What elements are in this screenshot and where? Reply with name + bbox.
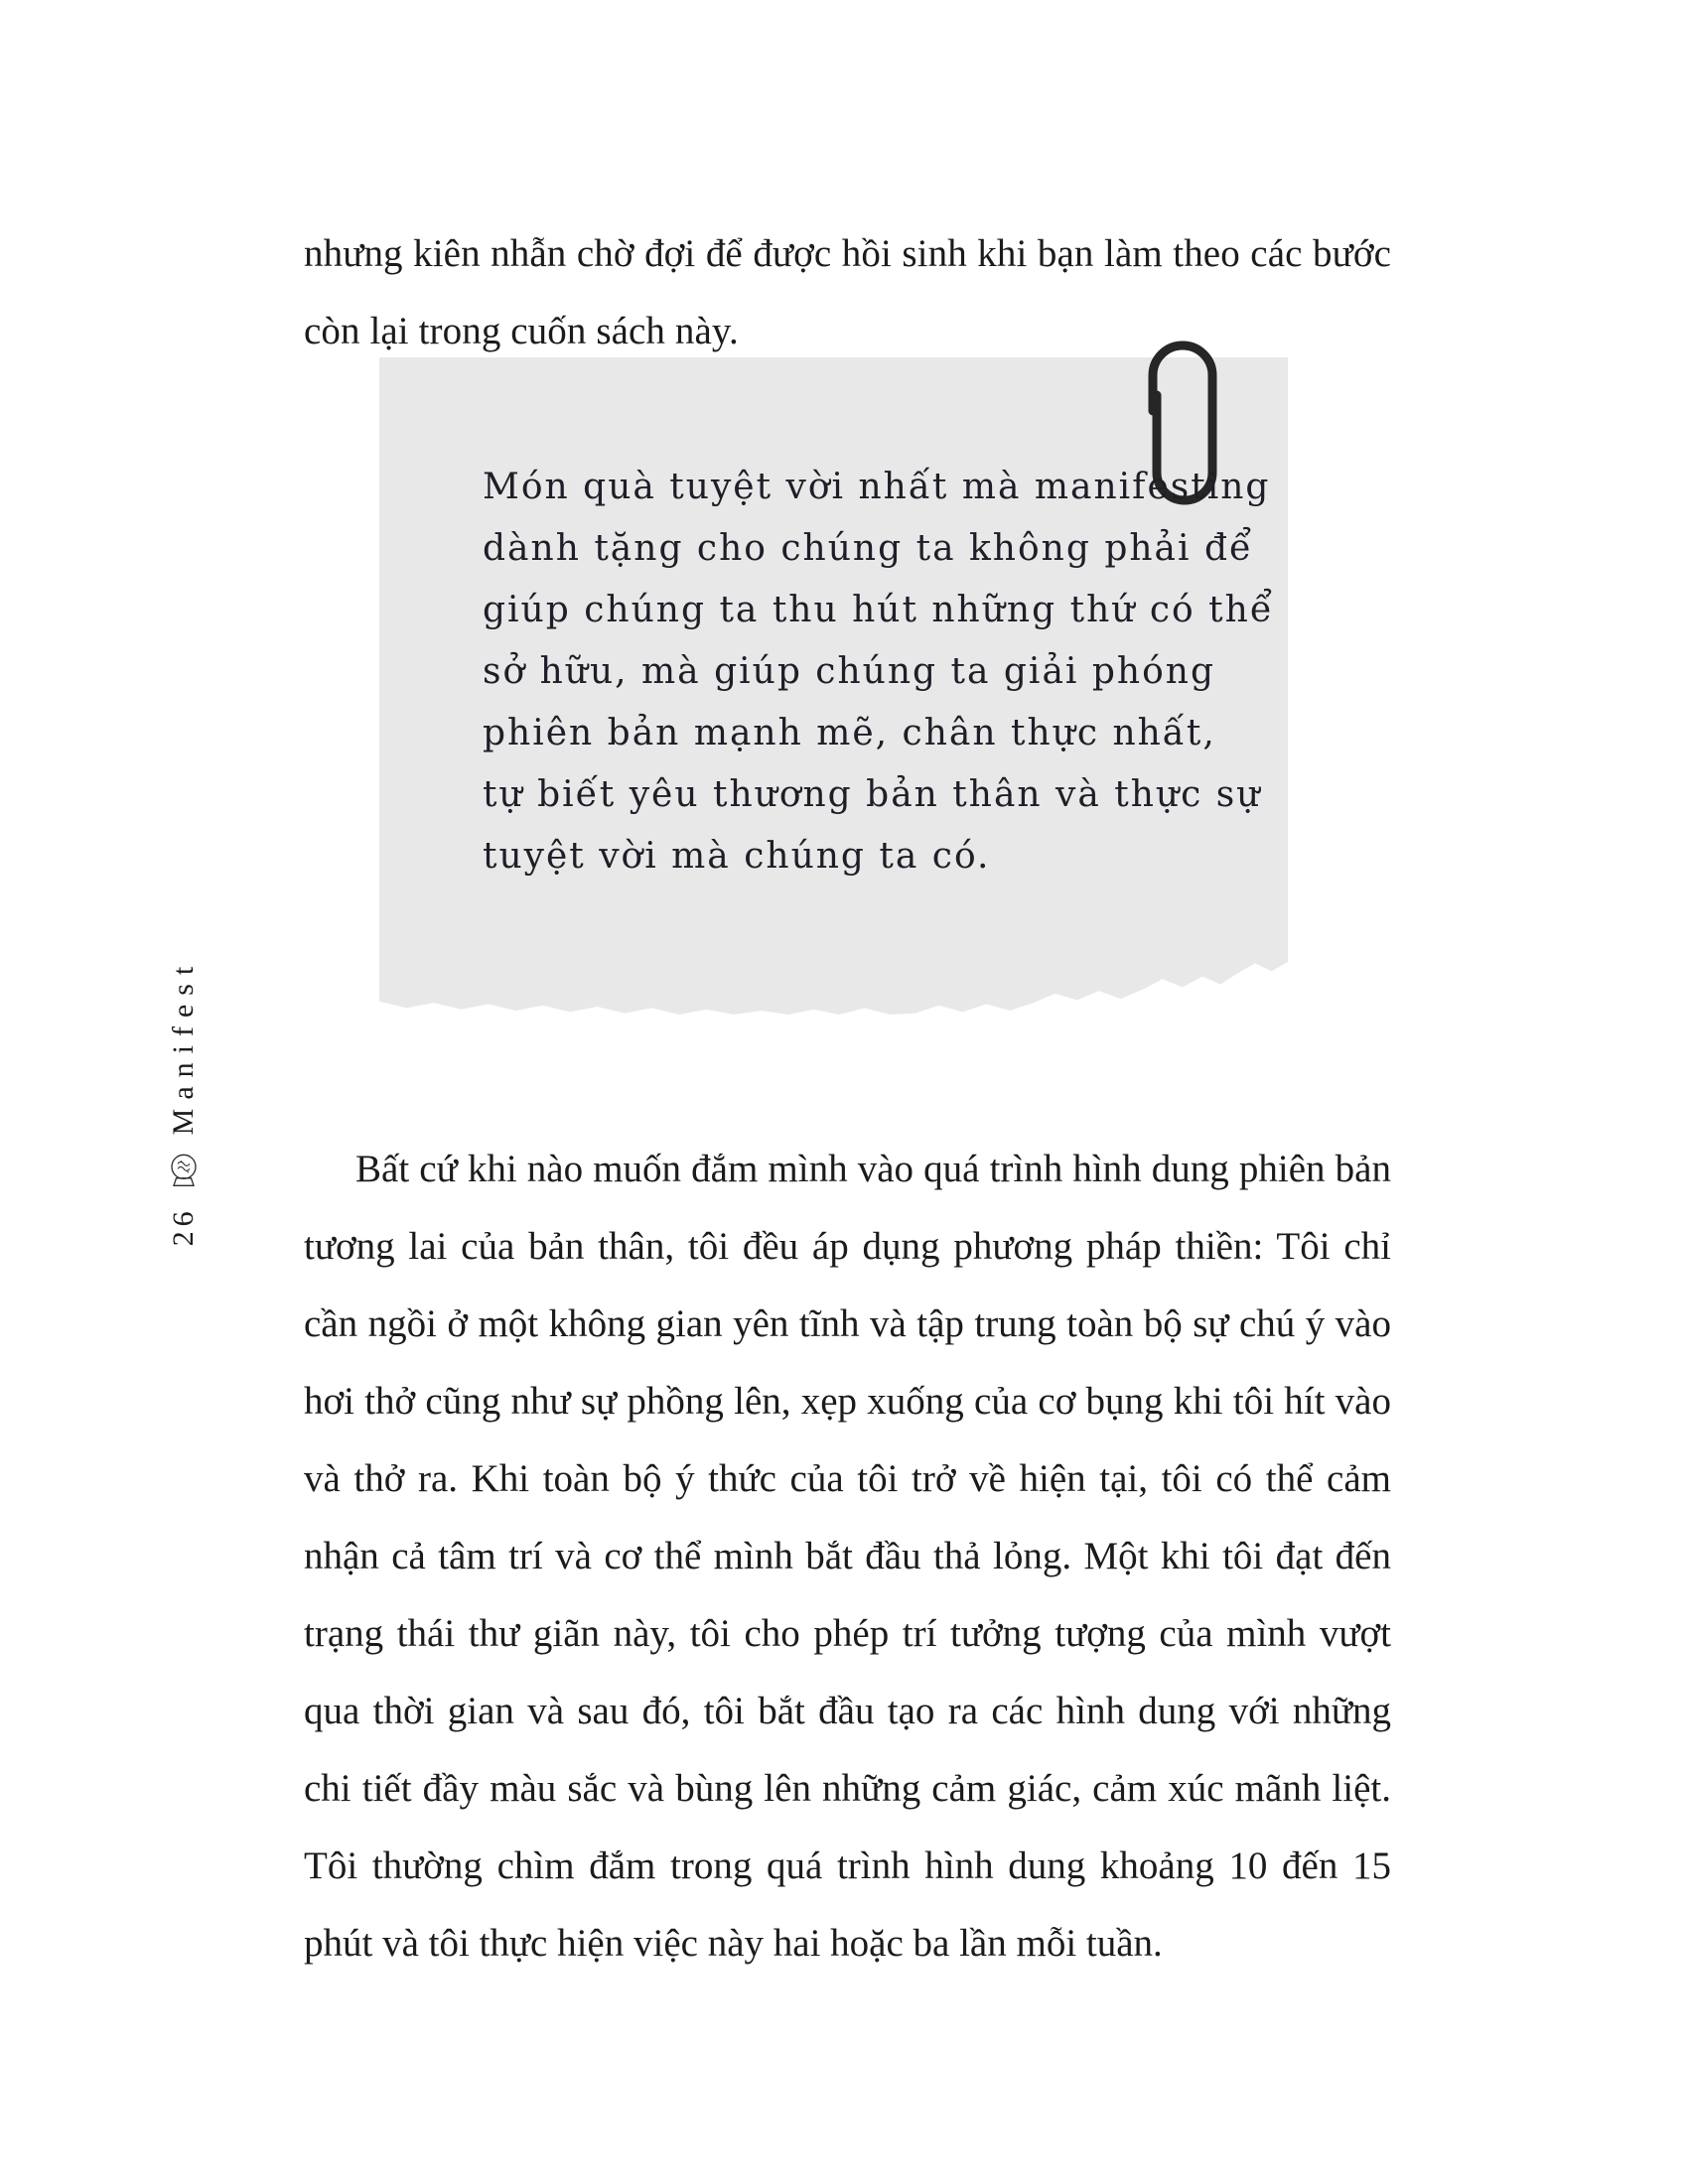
book-title: Manifest bbox=[167, 957, 200, 1136]
running-footer bbox=[119, 893, 248, 1310]
intro-paragraph: nhưng kiên nhẫn chờ đợi để được hồi sinh khi bạn làm theo các bước còn lại trong cuốn sách này. bbox=[304, 232, 1391, 352]
body-paragraph: Bất cứ khi nào muốn đắm mình vào quá trình hình dung phiên bản tương lai của bản thân, tôi đều áp dụng phương pháp thiền: Tôi chỉ cần ngồi ở một không gian yên tĩnh và tập trung toàn bộ sự chú ý vào hơi thở cũng như sự phồng lên, xẹp xuống của cơ bụng khi tôi hít vào và thở ra. Khi toàn bộ ý thức của tôi trở về hiện tại, tôi có thể cảm nhận cả tâm trí và cơ thể mình bắt đầu thả lỏng. Một khi tôi đạt đến trạng thái thư giãn này, tôi cho phép trí tưởng tượng của mình vượt qua thời gian và sau đó, tôi bắt đầu tạo ra các hình dung với những chi tiết đầy màu sắc và bùng lên những cảm giác, cảm xúc mãnh liệt. Tôi thường chìm đắm trong quá trình hình dung khoảng 10 đến 15 phút và tôi thực hiện việc này hai hoặc ba lần mỗi tuần. bbox=[304, 1148, 1391, 1965]
quote-line: tự biết yêu thương bản thân và thực sự bbox=[483, 774, 1262, 815]
quote-line: Món quà tuyệt vời nhất mà manifesting bbox=[483, 467, 1271, 507]
quote-line: dành tặng cho chúng ta không phải để bbox=[483, 528, 1254, 569]
crystal-ball-icon bbox=[164, 1151, 204, 1190]
quote-text bbox=[483, 457, 1274, 887]
quote-line: phiên bản mạnh mẽ, chân thực nhất, bbox=[483, 713, 1216, 753]
quote-line: sở hữu, mà giúp chúng ta giải phóng bbox=[483, 651, 1216, 692]
page-number: 26 bbox=[167, 1206, 200, 1247]
quote-card bbox=[379, 357, 1288, 1042]
quote-line: tuyệt vời mà chúng ta có. bbox=[483, 836, 991, 877]
quote-line: giúp chúng ta thu hút những thứ có thể bbox=[483, 590, 1274, 630]
